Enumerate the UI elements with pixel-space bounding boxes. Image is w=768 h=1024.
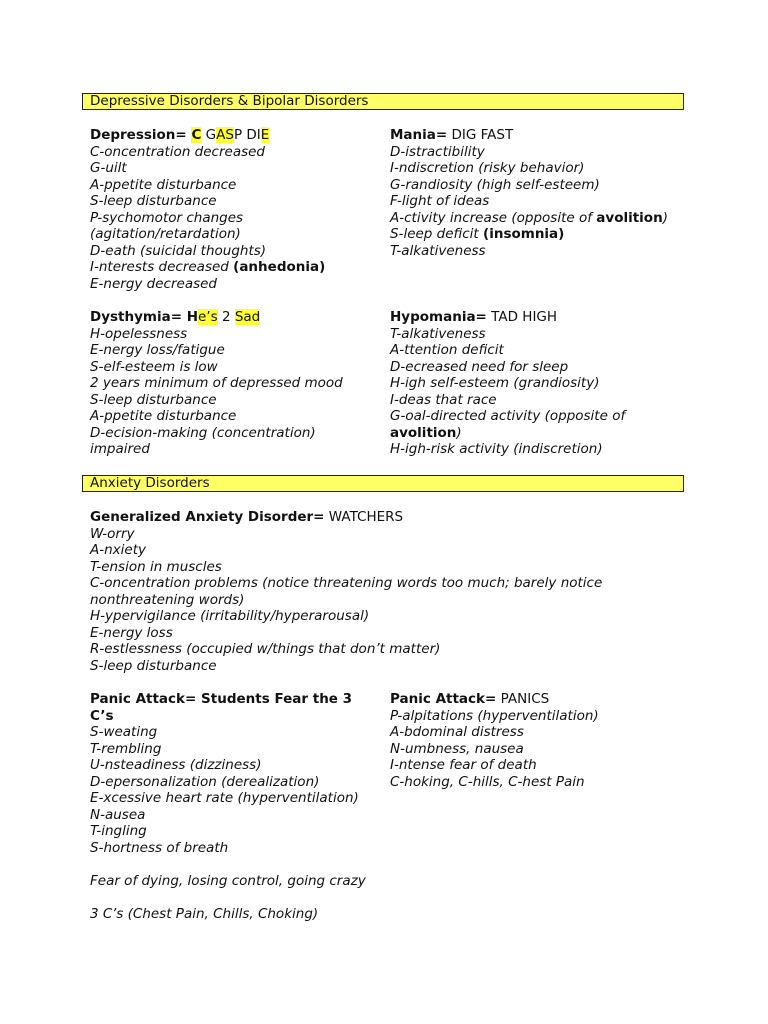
dysthymia-block [90, 309, 380, 458]
list-item: A-ppetite disturbance [90, 176, 237, 193]
list-item: W-orry [90, 525, 135, 542]
list-item: G-oal-directed activity (opposite of [390, 408, 626, 424]
list-item: C-oncentration decreased [90, 143, 265, 160]
panic-attack-panics-block [390, 691, 684, 790]
list-item: A-ttention deficit [390, 342, 504, 358]
list-item: (agitation/retardation) [90, 226, 241, 242]
list-item: D-ecision-making (concentration) [90, 424, 316, 441]
list-item: N-umbness, nausea [390, 740, 524, 757]
list-item: D-epersonalization (derealization) [90, 773, 320, 790]
gad-block [90, 509, 684, 674]
list-item: C-hoking, C-hills, C-hest Pain [390, 773, 585, 790]
list-item: S-weating [90, 724, 158, 740]
list-item: S-leep disturbance [90, 657, 217, 674]
depression-title: Depression= C GASP DIE [90, 127, 270, 143]
list-item: T-ension in muscles [90, 558, 222, 575]
list-item: N-ausea [90, 806, 146, 823]
list-item: T-alkativeness [390, 325, 486, 342]
depression-block [90, 127, 380, 292]
list-item: T-ingling [90, 823, 147, 839]
list-item: I-deas that race [390, 391, 497, 408]
list-item: E-xcessive heart rate (hyperventilation) [90, 790, 359, 806]
list-item: I-nterests decreased (anhedonia) [90, 259, 326, 275]
list-item: E-nergy decreased [90, 275, 217, 292]
list-item: S-leep deficit (insomnia) [390, 226, 565, 242]
list-item: G-uilt [90, 160, 127, 176]
list-item: A-nxiety [90, 542, 146, 558]
panic-students-title: Panic Attack= Students Fear the 3 [90, 691, 353, 707]
list-item: T-rembling [90, 740, 162, 757]
panic-note: 3 C’s (Chest Pain, Chills, Choking) [90, 905, 319, 922]
list-item: U-nsteadiness (dizziness) [90, 757, 262, 773]
list-item: P-alpitations (hyperventilation) [390, 707, 599, 724]
list-item: A-ctivity increase (opposite of avolition) [390, 209, 668, 226]
list-item: S-hortness of breath [90, 839, 229, 856]
panic-attack-students-block [90, 691, 380, 922]
list-item: D-ecreased need for sleep [390, 358, 569, 375]
list-item: impaired [90, 441, 150, 457]
list-item: R-estlessness (occupied w/things that don’t matter) [90, 641, 441, 657]
panic-panics-title: Panic Attack= PANICS [390, 691, 550, 707]
mania-title: Mania= DIG FAST [390, 127, 514, 143]
list-item: nonthreatening words) [90, 591, 245, 608]
list-item: S-leep disturbance [90, 193, 217, 209]
list-item: T-alkativeness [390, 242, 486, 259]
list-item: 2 years minimum of depressed mood [90, 375, 343, 391]
list-item: H-opelessness [90, 325, 188, 342]
hypomania-title: Hypomania= TAD HIGH [390, 309, 558, 325]
list-item: D-istractibility [390, 143, 485, 160]
list-item: P-sychomotor changes [90, 209, 244, 226]
list-item: E-nergy loss/fatigue [90, 342, 225, 358]
list-item: H-ypervigilance (irritability/hyperarousal) [90, 608, 370, 624]
list-item: I-ndiscretion (risky behavior) [390, 160, 585, 176]
list-item: G-randiosity (high self-esteem) [390, 176, 600, 193]
section-header-mood-disorders: Depressive Disorders & Bipolar Disorders [82, 93, 684, 110]
dysthymia-title: Dysthymia= He’s 2 Sad [90, 309, 261, 325]
list-item: A-ppetite disturbance [90, 408, 237, 424]
list-item: H-igh-risk activity (indiscretion) [390, 441, 603, 457]
list-item: C-oncentration problems (notice threatening words too much; barely notice [90, 575, 603, 591]
list-item: I-ntense fear of death [390, 757, 537, 773]
hypomania-block [390, 309, 684, 458]
section-header-anxiety-disorders: Anxiety Disorders [82, 475, 684, 492]
list-item: E-nergy loss [90, 624, 173, 641]
gad-title: Generalized Anxiety Disorder= WATCHERS [90, 509, 404, 525]
list-item: F-light of ideas [390, 193, 490, 209]
panic-students-title-cont: C’s [90, 707, 114, 724]
panic-note: Fear of dying, losing control, going crazy [90, 872, 366, 889]
list-item: D-eath (suicidal thoughts) [90, 242, 267, 259]
list-item: A-bdominal distress [390, 724, 524, 740]
list-item: H-igh self-esteem (grandiosity) [390, 375, 600, 391]
list-item: avolition) [390, 424, 462, 441]
mania-block [390, 127, 684, 259]
list-item: S-leep disturbance [90, 391, 217, 408]
list-item: S-elf-esteem is low [90, 358, 218, 375]
